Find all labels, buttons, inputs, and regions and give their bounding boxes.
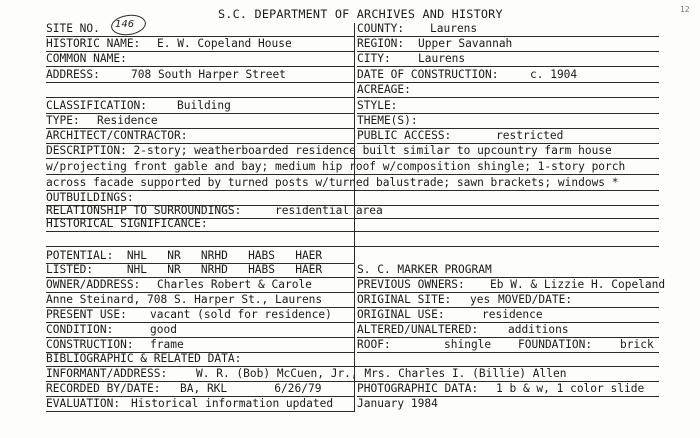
rule	[46, 246, 659, 247]
architect-label: ARCHITECT/CONTRACTOR:	[46, 129, 188, 142]
original-site-label: ORIGINAL SITE:	[357, 293, 452, 306]
rule	[46, 97, 354, 98]
date-value: c. 1904	[530, 68, 578, 81]
description-line-3: across facade supported by turned posts w/turned balustrade; sawn brackets; windows *	[46, 176, 619, 189]
rule	[46, 411, 354, 412]
site-no-label: SITE NO.	[46, 22, 100, 35]
common-name-label: COMMON NAME:	[46, 52, 127, 65]
historic-name-label: HISTORIC NAME:	[46, 37, 141, 50]
county-value: Laurens	[430, 22, 478, 35]
foundation-value: brick	[620, 338, 654, 351]
construction-label: CONSTRUCTION:	[46, 338, 134, 351]
owner-value-1: Charles Robert & Carole	[157, 278, 312, 291]
city-label: CITY:	[357, 52, 391, 65]
city-value: Laurens	[418, 52, 466, 65]
photographic-label: PHOTOGRAPHIC DATA:	[357, 382, 479, 395]
informant-value: W. R. (Bob) McCuen, Jr., Mrs. Charles I. (Billie) Allen	[196, 367, 567, 380]
classification-value: Building	[177, 99, 231, 112]
classification-label: CLASSIFICATION:	[46, 99, 148, 112]
roof-label: ROOF:	[357, 338, 391, 351]
type-label: TYPE:	[46, 114, 80, 127]
rule	[46, 174, 659, 175]
altered-value: additions	[508, 323, 569, 336]
rule	[46, 113, 354, 114]
column-divider	[354, 23, 355, 412]
description-line-1: DESCRIPTION: 2-story; weatherboarded residence built similar to upcountry farm house	[46, 144, 612, 157]
original-site-value: yes	[470, 293, 491, 306]
rule	[357, 97, 659, 98]
theme-label: THEME(S):	[357, 114, 418, 127]
original-use-label: ORIGINAL USE:	[357, 308, 445, 321]
original-use-value: residence	[482, 308, 543, 321]
condition-value: good	[150, 323, 177, 336]
marker-program-label: S. C. MARKER PROGRAM	[357, 263, 492, 276]
county-label: COUNTY:	[357, 22, 405, 35]
page-mark: 12	[680, 5, 690, 14]
rule	[46, 66, 354, 67]
evaluation-value: Historical information updated	[131, 397, 334, 410]
rule	[357, 337, 659, 338]
rule	[46, 231, 659, 232]
moved-date-label: MOVED/DATE:	[498, 293, 573, 306]
region-label: REGION:	[357, 37, 405, 50]
owner-label: OWNER/ADDRESS:	[46, 278, 141, 291]
informant-label: INFORMANT/ADDRESS:	[46, 367, 168, 380]
outbuildings-label: OUTBUILDINGS:	[46, 191, 134, 204]
present-use-value: vacant (sold for residence)	[150, 308, 332, 321]
date-label: DATE OF CONSTRUCTION:	[357, 68, 499, 81]
address-value: 708 South Harper Street	[131, 68, 286, 81]
type-value: Residence	[97, 114, 158, 127]
historic-name-value: E. W. Copeland House	[157, 37, 292, 50]
evaluation-date: January 1984	[357, 397, 438, 410]
construction-value: frame	[150, 338, 184, 351]
relationship-label: RELATIONSHIP TO SURROUNDINGS:	[46, 204, 242, 217]
style-label: STYLE:	[357, 99, 398, 112]
previous-owners-label: PREVIOUS OWNERS:	[357, 278, 465, 291]
rule	[357, 51, 659, 52]
rule	[46, 190, 659, 191]
public-access-value: restricted	[496, 129, 564, 142]
photographic-value: 1 b & w, 1 color slide	[496, 382, 645, 395]
previous-owners-value: Eb W. & Lizzie H. Copeland	[490, 278, 666, 291]
owner-value-2: Anne Steinard, 708 S. Harper St., Laurens	[46, 293, 323, 306]
description-line-2: w/projecting front gable and bay; medium hip roof w/composition shingle; 1-story porch	[46, 160, 626, 173]
foundation-label: FOUNDATION:	[518, 338, 593, 351]
bibliographic-label: BIBLIOGRAPHIC & RELATED DATA:	[46, 352, 242, 365]
acreage-label: ACREAGE:	[357, 83, 411, 96]
recorded-by-label: RECORDED BY/DATE:	[46, 382, 161, 395]
roof-value: shingle	[444, 338, 492, 351]
rule	[357, 66, 659, 67]
recorded-by-value: BA, RKL 6/26/79	[180, 382, 322, 395]
condition-label: CONDITION:	[46, 323, 114, 336]
historical-significance-label: HISTORICAL SIGNIFICANCE:	[46, 217, 208, 230]
present-use-label: PRESENT USE:	[46, 308, 127, 321]
site-no-value: 146	[115, 19, 135, 30]
form-header: S.C. DEPARTMENT OF ARCHIVES AND HISTORY	[218, 7, 503, 21]
relationship-value: residential area	[275, 204, 383, 217]
listed-line: LISTED: NHL NR NRHD HABS HAER	[46, 263, 323, 276]
altered-label: ALTERED/UNALTERED:	[357, 323, 479, 336]
rule	[357, 352, 659, 353]
rule	[46, 82, 354, 83]
address-label: ADDRESS:	[46, 68, 100, 81]
evaluation-label: EVALUATION:	[46, 397, 121, 410]
potential-line: POTENTIAL: NHL NR NRHD HABS HAER	[46, 249, 323, 262]
rule	[46, 158, 659, 159]
public-access-label: PUBLIC ACCESS:	[357, 129, 452, 142]
region-value: Upper Savannah	[418, 37, 513, 50]
